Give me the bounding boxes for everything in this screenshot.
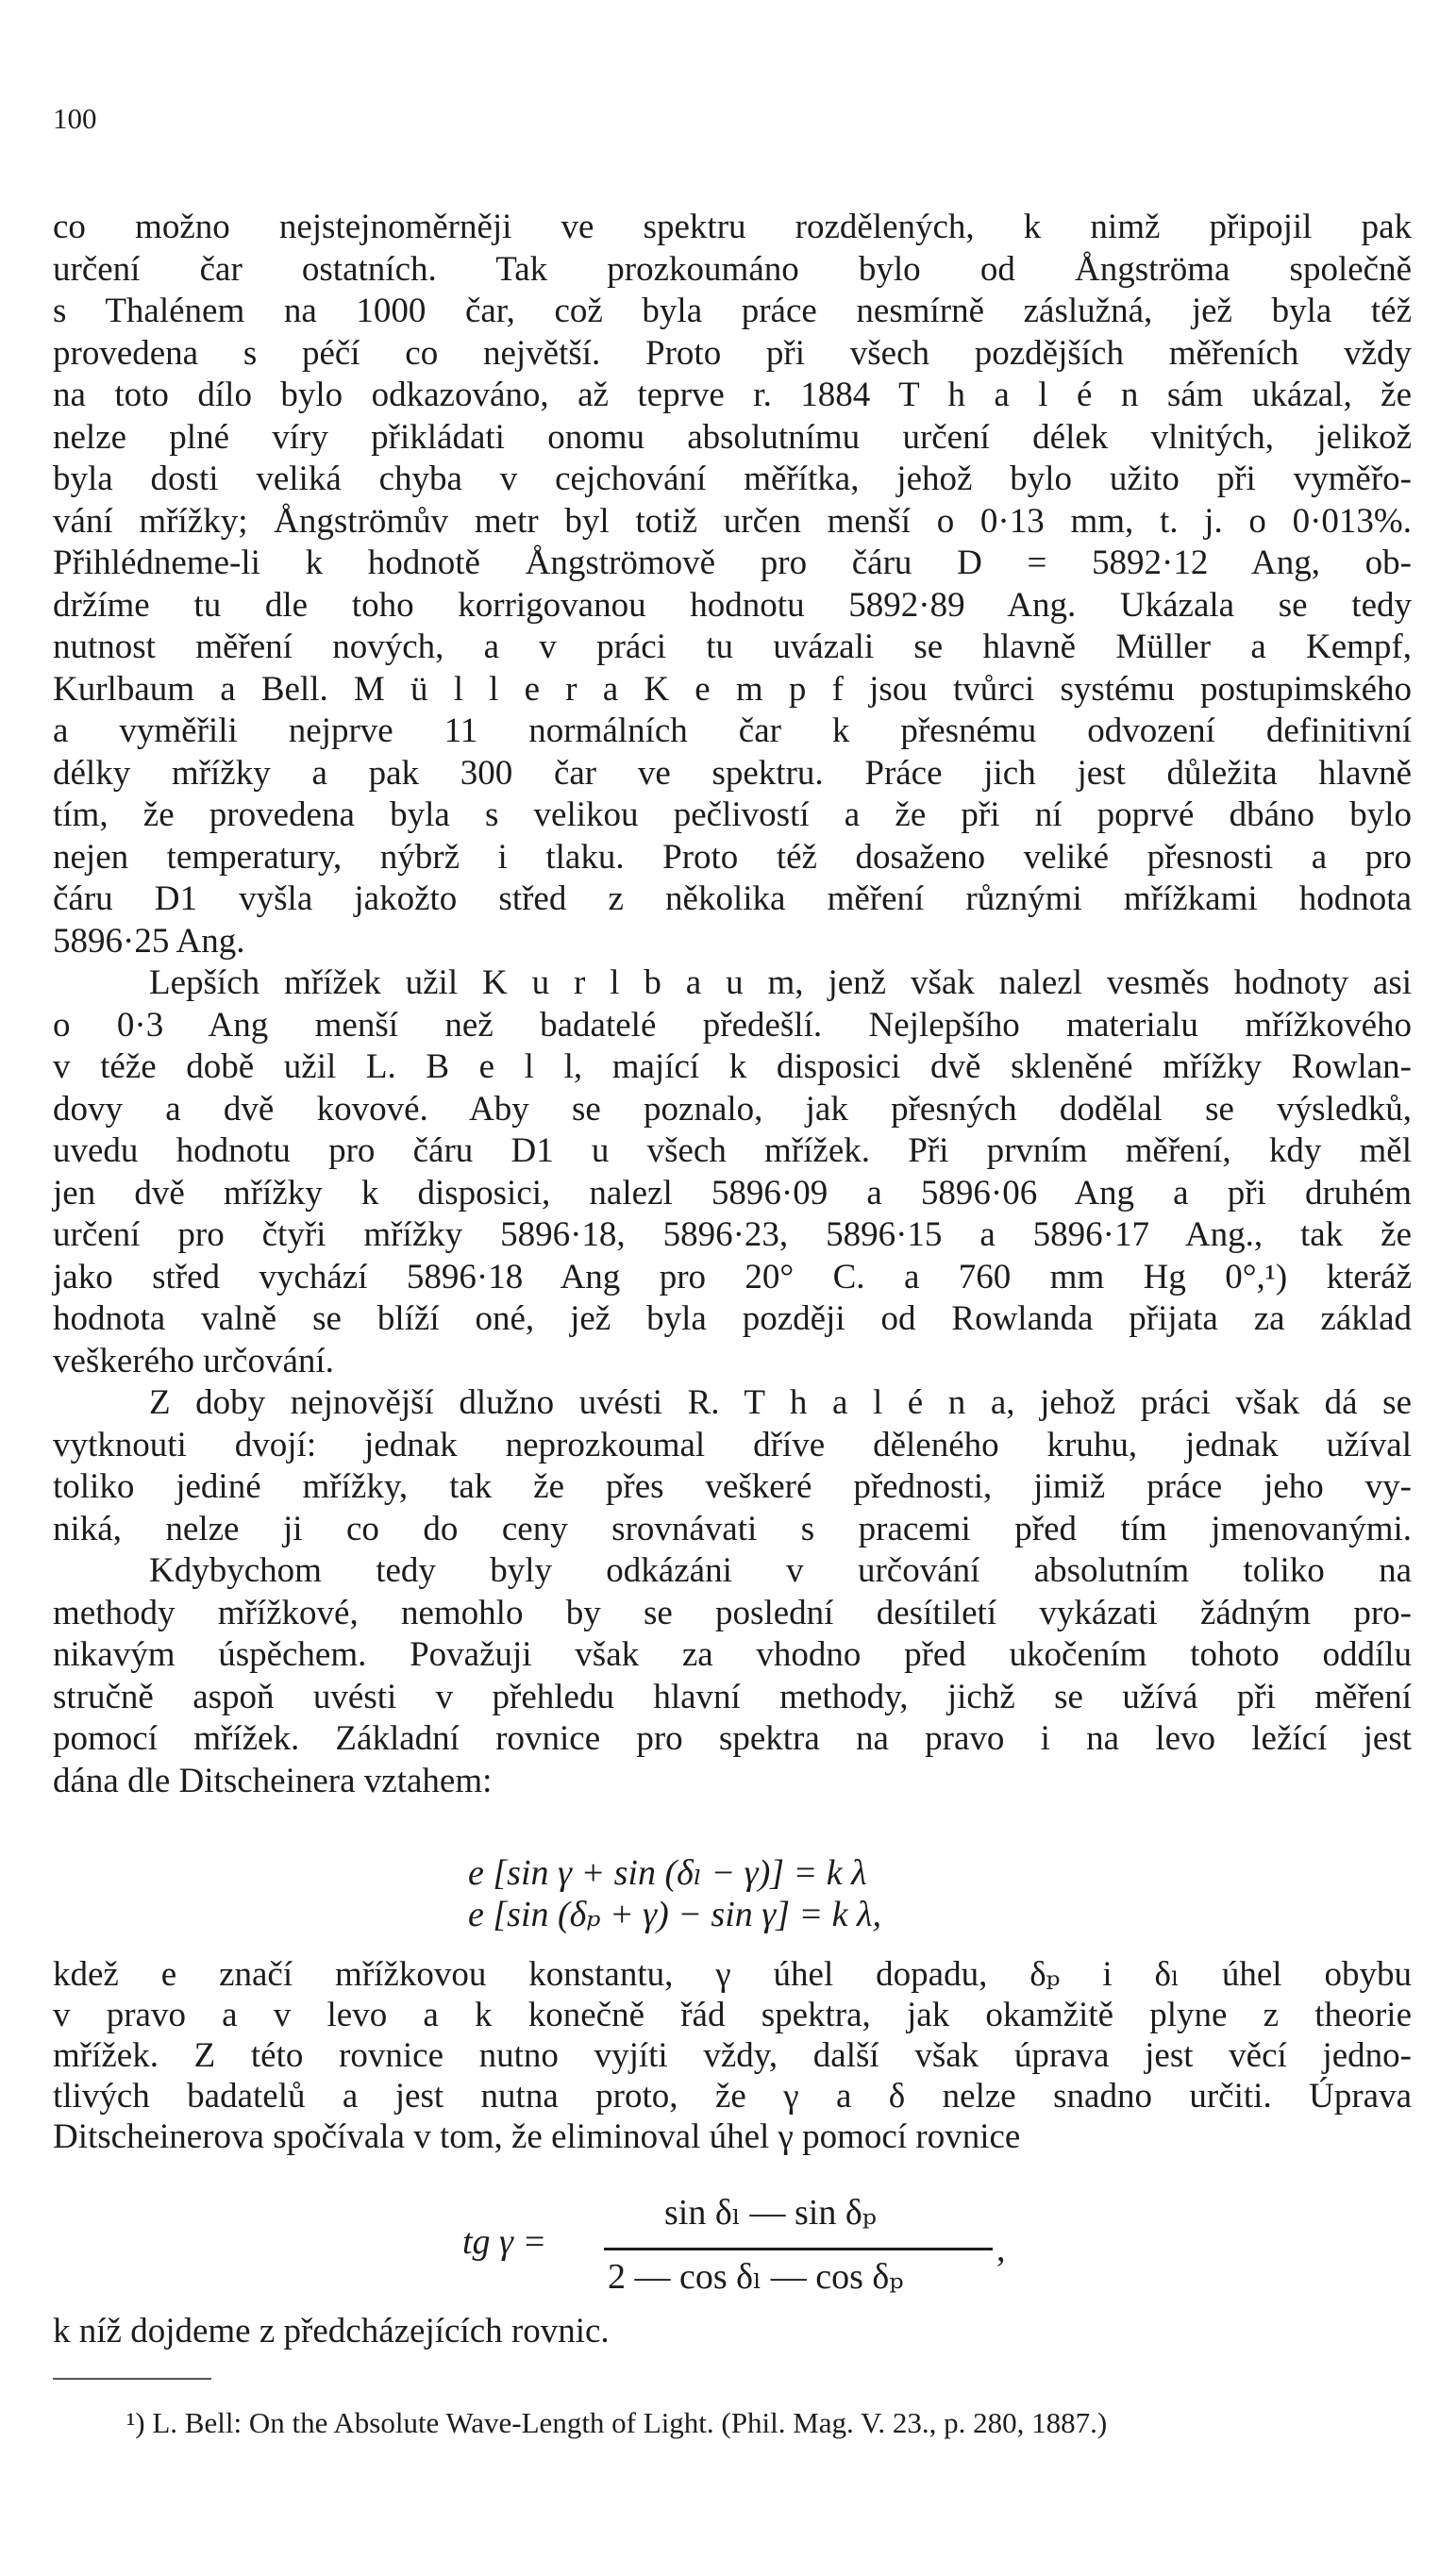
text-line: mřížek. Z této rovnice nutno vyjíti vždy, další však úprava jest věcí jedno- <box>53 2036 1412 2075</box>
text-line: nikavým úspěchem. Považuji však za vhodno před ukočením tohoto oddílu <box>53 1635 1412 1674</box>
text-line: co možno nejstejnoměrněji ve spektru rozdělených, k nimž připojil pak <box>53 208 1412 246</box>
text-line: v téže době užil L. B e l l, mající k disposici dvě skleněné mřížky Rowlan- <box>53 1047 1412 1086</box>
text-line: toliko jediné mřížky, tak že přes veškeré přednosti, jimiž práce jeho vy- <box>53 1467 1412 1506</box>
text-line: byla dosti veliká chyba v cejchování měřítka, jehož bylo užito při vyměřo- <box>53 460 1412 498</box>
text-line: a vyměřili nejprve 11 normálních čar k přesnému odvození definitivní <box>53 711 1412 750</box>
fraction-lhs: tg γ = <box>462 2222 547 2262</box>
text-line: Přihlédneme-li k hodnotě Ångströmově pro čáru D = 5892·12 Ang, ob- <box>53 544 1412 582</box>
text-line: dána dle Ditscheinera vztahem: <box>53 1761 493 1800</box>
fraction-bar <box>604 2248 993 2250</box>
text-line: tlivých badatelů a jest nutna proto, že γ a δ nelze snadno určiti. Úprava <box>53 2077 1412 2116</box>
text-line: Kdybychom tedy byly odkázáni v určování absolutním toliko na <box>149 1551 1412 1590</box>
text-line: Kurlbaum a Bell. M ü l l e r a K e m p f jsou tvůrci systému postupimského <box>53 669 1412 709</box>
text-line: uvedu hodnotu pro čáru D1 u všech mřížek. Při prvním měření, kdy měl <box>53 1131 1412 1170</box>
footnote: ¹) L. Bell: On the Absolute Wave-Length of Light. (Phil. Mag. V. 23., p. 280, 1887.) <box>126 2406 1108 2439</box>
text-line: délky mřížky a pak 300 čar ve spektru. Práce jich jest důležita hlavně <box>53 753 1412 793</box>
text-line: 5896·25 Ang. <box>53 921 245 961</box>
text-line: methody mřížkové, nemohlo by se poslední desítiletí vykázati žádným pro- <box>53 1593 1412 1632</box>
text-line: Lepších mřížek užil K u r l b a u m, jenž však nalezl vesměs hodnoty asi <box>149 963 1412 1002</box>
footnote-rule <box>53 2378 211 2380</box>
text-line: nelze plné víry přikládati onomu absolutnímu určení délek vlnitých, jelikož <box>53 417 1412 457</box>
text-line: o 0·3 Ang menší než badatelé předešlí. Nejlepšího materialu mřížkového <box>53 1005 1412 1045</box>
text-line: kdež e značí mřížkovou konstantu, γ úhel dopadu, δₚ i δₗ úhel obybu <box>53 1955 1412 1994</box>
equation-left-spectrum: e [sin γ + sin (δₗ − γ)] = k λ <box>468 1853 867 1893</box>
text-line: veškerého určování. <box>53 1341 334 1380</box>
text-line: jako střed vychází 5896·18 Ang pro 20° C. a 760 mm Hg 0°,¹) kteráž <box>53 1257 1412 1296</box>
text-line: s Thalénem na 1000 čar, což byla práce nesmírně záslužná, jež byla též <box>53 292 1412 330</box>
fraction-denominator: 2 — cos δₗ — cos δₚ <box>608 2257 904 2297</box>
text-line: hodnota valně se blíží oné, jež byla později od Rowlanda přijata za základ <box>53 1299 1412 1338</box>
text-line: Ditscheinerova spočívala v tom, že eliminoval úhel γ pomocí rovnice <box>53 2117 1021 2156</box>
text-line: dovy a dvě kovové. Aby se poznalo, jak přesných dodělal se výsledků, <box>53 1089 1412 1129</box>
fraction-numerator: sin δₗ — sin δₚ <box>664 2193 877 2233</box>
text-line: na toto dílo bylo odkazováno, až teprve r. 1884 T h a l é n sám ukázal, že <box>53 376 1412 414</box>
equation-right-spectrum: e [sin (δₚ + γ) − sin γ] = k λ, <box>468 1895 882 1934</box>
closing-line: k níž dojdeme z předcházejících rovnic. <box>53 2312 610 2350</box>
text-line: nutnost měření nových, a v práci tu uvázali se hlavně Müller a Kempf, <box>53 627 1412 666</box>
text-line: niká, nelze ji co do ceny srovnávati s pracemi před tím jmenovanými. <box>53 1509 1412 1548</box>
text-line: pomocí mřížek. Základní rovnice pro spektra na pravo i na levo ležící jest <box>53 1719 1412 1758</box>
fraction-comma: , <box>996 2230 1006 2269</box>
text-line: Z doby nejnovější dlužno uvésti R. T h a l é n a, jehož práci však dá se <box>149 1383 1412 1422</box>
page-number: 100 <box>53 102 97 135</box>
text-line: nejen temperatury, nýbrž i tlaku. Proto též dosaženo veliké přesnosti a pro <box>53 837 1412 877</box>
text-line: v pravo a v levo a k konečně řád spektra, jak okamžitě plyne z theorie <box>53 1996 1412 2034</box>
text-line: určení čar ostatních. Tak prozkoumáno bylo od Ångströma společně <box>53 249 1412 289</box>
text-line: určení pro čtyři mřížky 5896·18, 5896·23, 5896·15 a 5896·17 Ang., tak že <box>53 1215 1412 1254</box>
text-line: vytknouti dvojí: jednak neprozkoumal dříve děleného kruhu, jednak užíval <box>53 1425 1412 1464</box>
text-line: provedena s péčí co největší. Proto při všech pozdějších měřeních vždy <box>53 333 1412 373</box>
text-line: čáru D1 vyšla jakožto střed z několika měření různými mřížkami hodnota <box>53 879 1412 918</box>
text-line: držíme tu dle toho korrigovanou hodnotu 5892·89 Ang. Ukázala se tedy <box>53 585 1412 625</box>
text-line: jen dvě mřížky k disposici, nalezl 5896·09 a 5896·06 Ang a při druhém <box>53 1173 1412 1213</box>
text-line: vání mřížky; Ångströmův metr byl totiž určen menší o 0·13 mm, t. j. o 0·013%. <box>53 501 1412 541</box>
text-line: tím, že provedena byla s velikou pečlivostí a že při ní poprvé dbáno bylo <box>53 795 1412 834</box>
text-line: stručně aspoň uvésti v přehledu hlavní methody, jichž se užívá při měření <box>53 1677 1412 1716</box>
